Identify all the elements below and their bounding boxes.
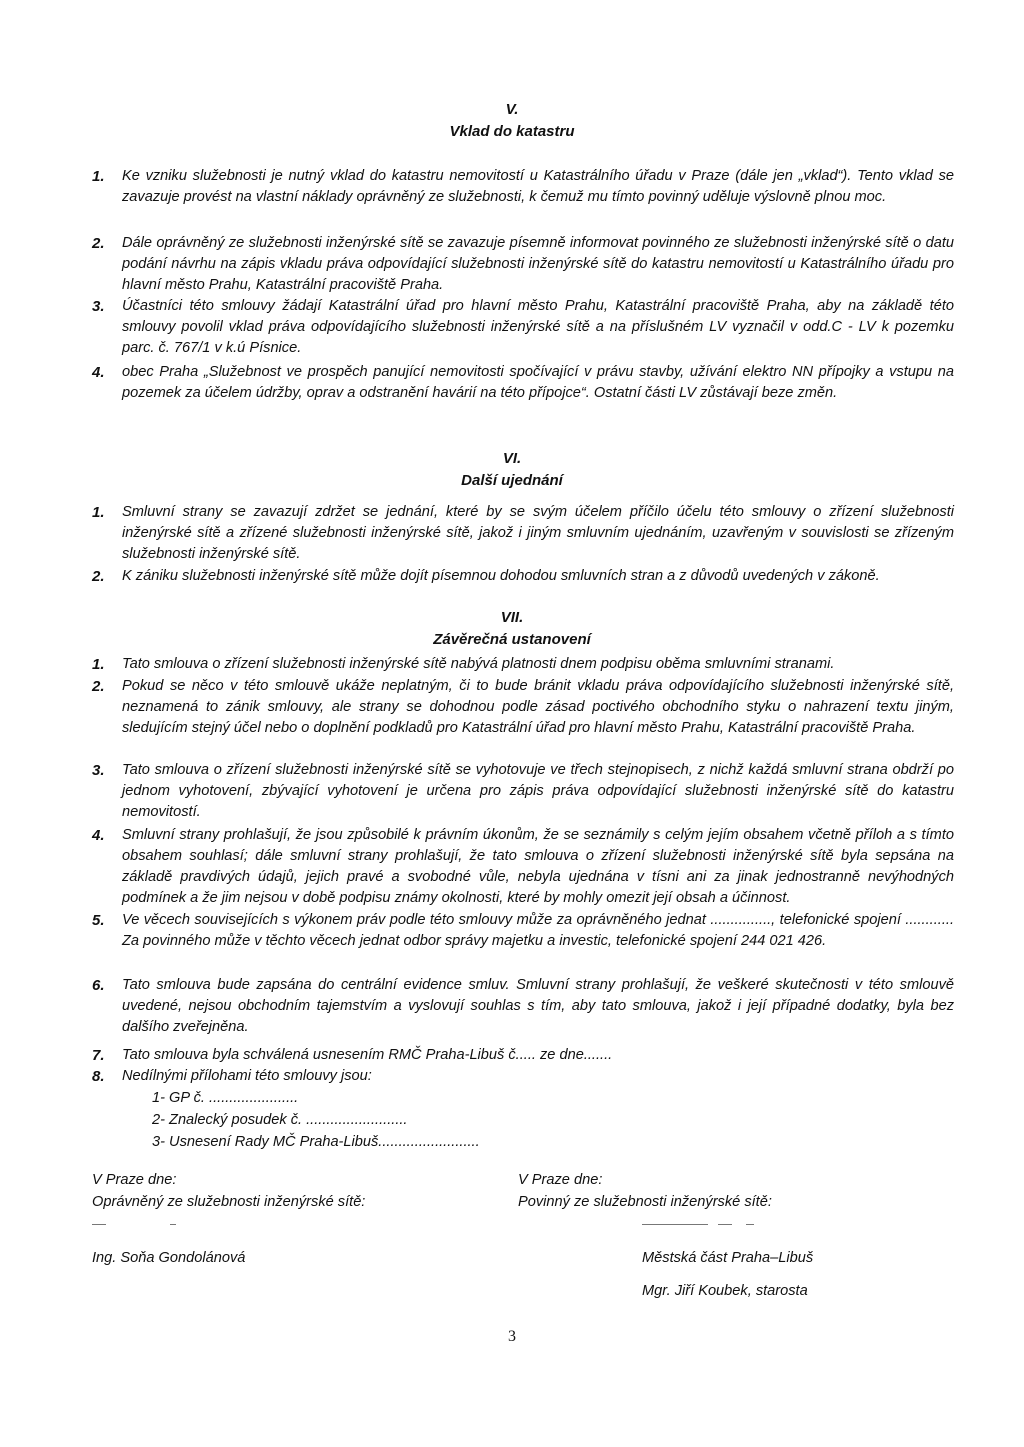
left-party-role: Oprávněný ze služebnosti inženýrské sítě:: [92, 1194, 366, 1210]
attachment-3: 3- Usnesení Rady MČ Praha-Libuš.........................: [152, 1134, 480, 1150]
section-7-item-2: [92, 676, 954, 739]
item-number: 6.: [92, 977, 105, 994]
item-number: 1.: [92, 168, 105, 185]
item-number: 1.: [92, 656, 105, 673]
item-text: Účastníci této smlouvy žádají Katastrální úřad pro hlavní město Prahu, Katastrální pracoviště Praha, aby na základě této smlouvy povolil vklad práva odpovídajícího služebnosti inženýrské sítě a na příslušném LV vyznačil v odd.C - LV k pozemku parc. č. 767/1 v k.ú Písnice.: [122, 298, 954, 356]
item-text: K zániku služebnosti inženýrské sítě může dojít písemnou dohodou smluvních stran a z důvodů uvedených v zákoně.: [122, 568, 880, 584]
item-text: Nedílnými přílohami této smlouvy jsou:: [122, 1068, 372, 1084]
item-number: 8.: [92, 1068, 105, 1085]
right-signatory-name: Městská část Praha–Libuš: [642, 1250, 814, 1266]
item-number: 2.: [92, 235, 105, 252]
item-number: 2.: [92, 678, 105, 695]
left-signatory-name: Ing. Soňa Gondolánová: [92, 1250, 246, 1266]
section-5-item-1: [92, 166, 954, 208]
item-text: Tato smlouva bude zapsána do centrální evidence smluv. Smluvní strany prohlašují, že veškeré skutečnosti v této smlouvě uvedené, nejsou obchodním tajemstvím a vyslovují souhlas s tím, aby tato smlouva, jakož i její případné dodatky, byla bez dalšího zveřejněna.: [122, 977, 954, 1035]
item-number: 2.: [92, 568, 105, 585]
section-5-item-3: [92, 296, 954, 359]
section-7-item-4: [92, 825, 954, 909]
signature-line-left-mark: [170, 1224, 176, 1225]
left-place-date: V Praze dne:: [92, 1172, 177, 1188]
item-text: Tato smlouva byla schválená usnesením RMČ Praha-Libuš č..... ze dne.......: [122, 1047, 613, 1063]
right-signatory-person: Mgr. Jiří Koubek, starosta: [642, 1283, 808, 1299]
item-text: Dále oprávněný ze služebnosti inženýrské sítě se zavazuje písemně informovat povinného ze služebnosti inženýrské sítě o datu podání návrhu na zápis vkladu práva odpovídající služebnosti inženýrské sítě do katastru nemovitostí u Katastrálního úřadu pro hlavní město Prahu, Katastrální pracoviště Praha.: [122, 235, 954, 293]
item-number: 3.: [92, 762, 105, 779]
section-5-item-2: [92, 233, 954, 296]
section-5-number: V.: [505, 101, 519, 118]
item-text: Tato smlouva o zřízení služebnosti inženýrské sítě se vyhotovuje ve třech stejnopisech, z nichž každá smluvní strana obdrží po jednom vyhotovení, zbývající vyhotovení je určena pro zápis práva odpovídající služebnosti inženýrské sítě do katastru nemovitostí.: [122, 762, 954, 820]
section-7-item-6: [92, 975, 954, 1038]
item-number: 4.: [92, 827, 105, 844]
section-7-item-7: [92, 1045, 954, 1066]
item-text: Smluvní strany prohlašují, že jsou způsobilé k právním úkonům, že se seznámily s celým jejím obsahem včetně příloh a s tímto obsahem souhlasí; dále smluvní strany prohlašují, že tato smlouva o zřízení služebnosti inženýrské sítě byla sepsána na základě pravdivých údajů, jejich pravé a svobodné vůle, nebyla ujednána v tísni ani za jinak jednostranně nevýhodných podmínek a že jim nejsou v době podpisu známy okolnosti, které by mohly omezit její obsah a účinnost.: [122, 827, 954, 906]
right-party-role: Povinný ze služebnosti inženýrské sítě:: [518, 1194, 772, 1210]
section-7-number: VII.: [500, 609, 524, 626]
signature-line-right-mark-2: [746, 1224, 754, 1225]
item-text: Ke vzniku služebnosti je nutný vklad do katastru nemovitostí u Katastrálního úřadu v Praze (dále jen „vklad“). Tento vklad se zavazuje provést na vlastní náklady oprávněný ze služebnosti, k čemuž mu tímto povinný uděluje výslovně plnou moc.: [122, 168, 954, 205]
signature-line-left: [92, 1224, 106, 1225]
item-number: 5.: [92, 912, 105, 929]
section-5-title: Vklad do katastru: [449, 123, 575, 140]
item-text: obec Praha „Služebnost ve prospěch panující nemovitosti spočívající v právu stavby, užívání elektro NN přípojky a vstupu na pozemek za účelem údržby, oprav a odstranění havárií na této přípojce“. Ostatní části LV zůstávají beze změn.: [122, 364, 954, 401]
item-number: 7.: [92, 1047, 105, 1064]
item-text: Smluvní strany se zavazují zdržet se jednání, které by se svým účelem příčilo účelu této smlouvy o zřízení služebnosti inženýrské sítě a zřízené služebnosti inženýrské sítě, jakož i jiným smluvním ujednáním, uzavřeným v souvislosti se zřízeným služebnosti inženýrské sítě.: [122, 504, 954, 562]
section-6-number: VI.: [502, 450, 522, 467]
item-text: Pokud se něco v této smlouvě ukáže neplatným, či to bude bránit vkladu práva odpovídajícího služebnosti inženýrské sítě, neznamená to zánik smlouvy, ale strany se dohodnou podle zásad poctivého obchodního styku o nahrazení textu jiným, sledujícím stejný účel nebo o doplnění podkladů pro Katastrální úřad pro hlavní město Prahu, Katastrální pracoviště Praha.: [122, 678, 954, 736]
item-number: 3.: [92, 298, 105, 315]
section-6-item-1: [92, 502, 954, 565]
section-7-title: Závěrečná ustanovení: [433, 631, 591, 648]
signature-line-right: [642, 1224, 708, 1225]
attachment-1: 1- GP č. ......................: [152, 1090, 299, 1106]
section-7-item-1: [92, 654, 954, 675]
right-place-date: V Praze dne:: [518, 1172, 603, 1188]
section-6-item-2: [92, 566, 954, 587]
attachment-2: 2- Znalecký posudek č. .........................: [152, 1112, 408, 1128]
item-number: 4.: [92, 364, 105, 381]
section-7-item-8: [92, 1066, 954, 1087]
item-text: Ve věcech souvisejících s výkonem práv podle této smlouvy může za oprávněného jednat ..............., telefonické spojení ............ Za povinného může v těchto věcech jednat odbor správy majetku a investic, telefonické spojení 244 021 426.: [122, 912, 954, 949]
section-6-title: Další ujednání: [461, 472, 563, 489]
item-text: Tato smlouva o zřízení služebnosti inženýrské sítě nabývá platnosti dnem podpisu oběma smluvními stranami.: [122, 656, 835, 672]
section-7-item-5: [92, 910, 954, 952]
section-5-item-4: [92, 362, 954, 404]
signature-line-right-mark: [718, 1224, 732, 1225]
item-number: 1.: [92, 504, 105, 521]
page-number: 3: [508, 1328, 516, 1345]
section-7-item-3: [92, 760, 954, 823]
